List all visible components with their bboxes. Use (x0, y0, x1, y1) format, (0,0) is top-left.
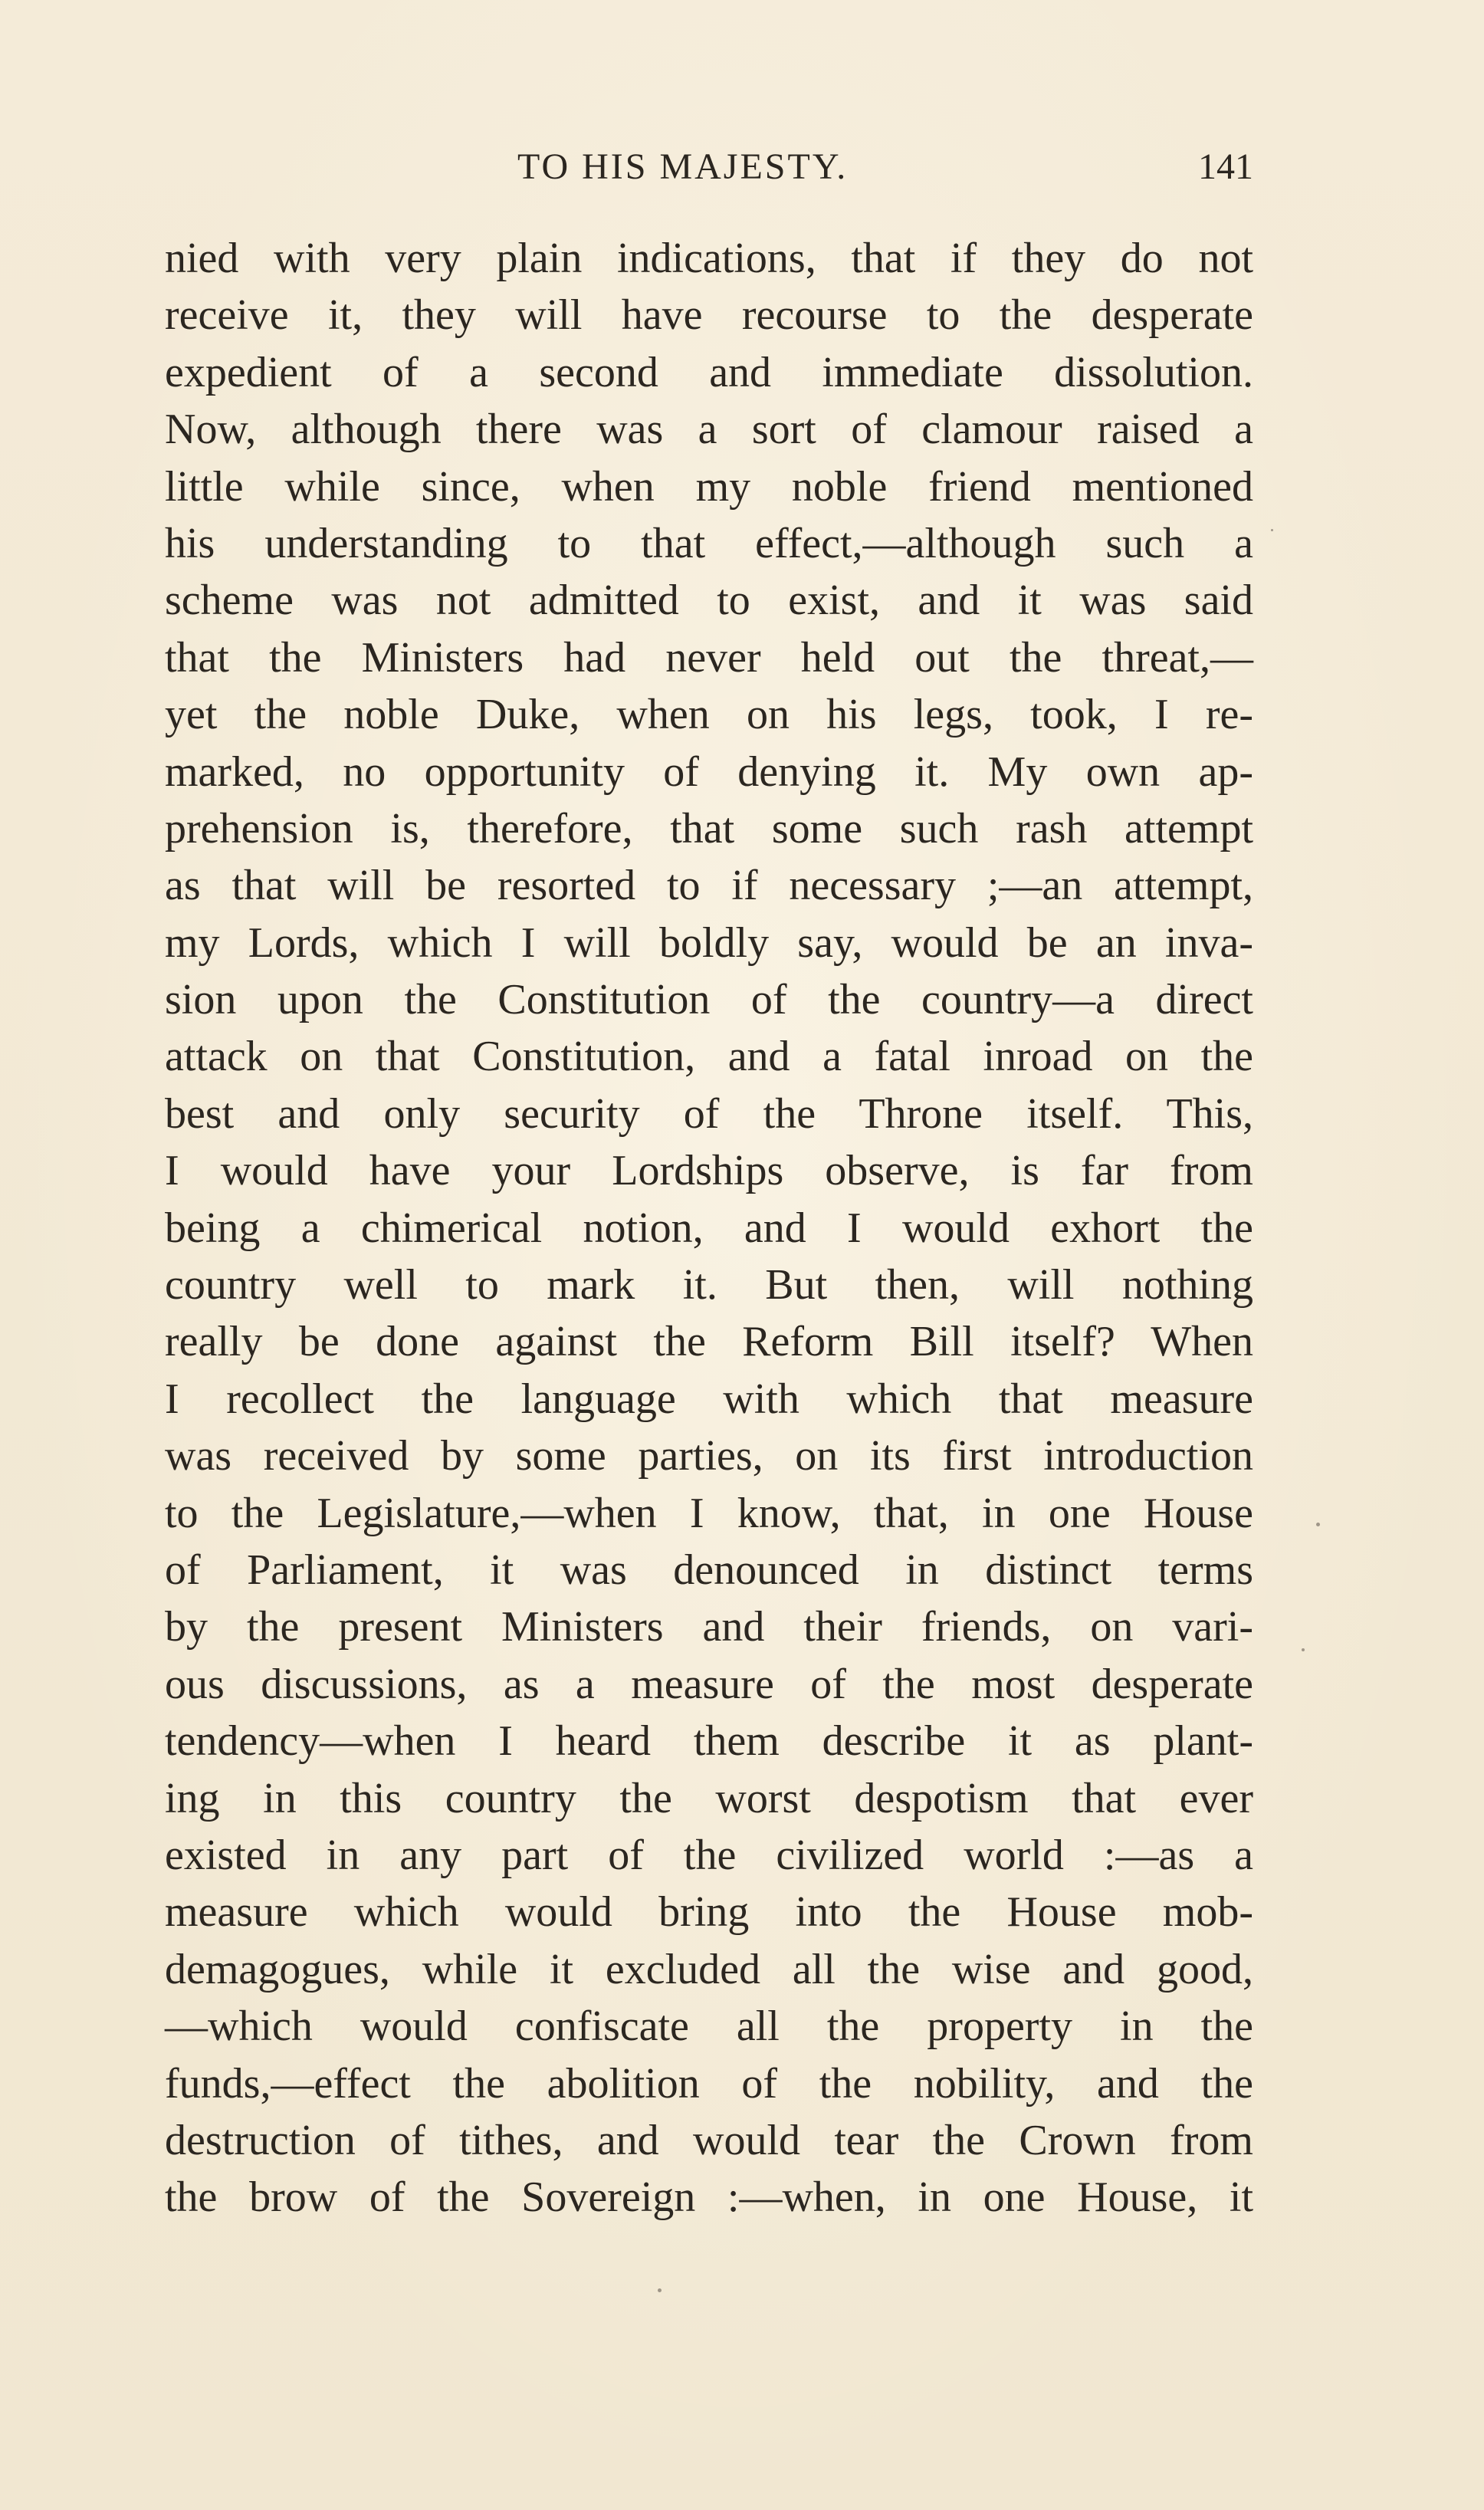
paper-speck (1316, 1523, 1320, 1526)
text-line: nied with very plain indications, that if they do not (165, 235, 1253, 282)
body-text (165, 230, 1253, 2226)
text-line: by the present Ministers and their friends, on vari- (165, 1603, 1253, 1651)
paper-speck (1271, 529, 1273, 531)
text-line: sion upon the Constitution of the country—a direct (165, 976, 1253, 1024)
text-line: tendency—when I heard them describe it as plant- (165, 1717, 1253, 1766)
text-line: measure which would bring into the House mob- (165, 1888, 1253, 1937)
text-line: yet the noble Duke, when on his legs, took, I re- (165, 691, 1253, 739)
text-line: really be done against the Reform Bill itself? When (165, 1318, 1253, 1366)
running-head: TO HIS MAJESTY. (517, 146, 849, 187)
paper-speck (1302, 1648, 1305, 1651)
text-line: marked, no opportunity of denying it. My own ap- (165, 747, 1253, 796)
text-line: scheme was not admitted to exist, and it was said (165, 577, 1253, 625)
text-line: country well to mark it. But then, will nothing (165, 1261, 1253, 1309)
text-line: demagogues, while it excluded all the wise and good, (165, 1945, 1253, 1993)
text-line: receive it, they will have recourse to the desperate (165, 291, 1253, 340)
text-line: his understanding to that effect,—although such a (165, 519, 1253, 567)
text-line: prehension is, therefore, that some such rash attempt (165, 804, 1253, 853)
text-line: attack on that Constitution, and a fatal inroad on the (165, 1033, 1253, 1081)
text-line: destruction of tithes, and would tear the Crown from (165, 2116, 1253, 2164)
page-number: 141 (1198, 146, 1253, 187)
text-line: best and only security of the Throne itself. This, (165, 1089, 1253, 1138)
text-line: ous discussions, as a measure of the most desperate (165, 1660, 1253, 1708)
text-line: existed in any part of the civilized world :—as a (165, 1831, 1253, 1879)
text-line: was received by some parties, on its first introduction (165, 1432, 1253, 1480)
paper-speck (658, 2288, 662, 2292)
text-line: of Parliament, it was denounced in distinct terms (165, 1546, 1253, 1594)
text-line: expedient of a second and immediate dissolution. (165, 348, 1253, 396)
text-line: Now, although there was a sort of clamour raised a (165, 406, 1253, 454)
text-line: little while since, when my noble friend mentioned (165, 462, 1253, 511)
text-line: that the Ministers had never held out the threat,— (165, 633, 1253, 682)
text-line: I would have your Lordships observe, is far from (165, 1147, 1253, 1195)
text-line: —which would confiscate all the property in the (165, 2002, 1253, 2051)
text-line: my Lords, which I will boldly say, would be an inva- (165, 918, 1253, 967)
text-line: I recollect the language with which that measure (165, 1375, 1253, 1423)
page-header (165, 146, 1253, 199)
text-line: the brow of the Sovereign :—when, in one House, it (165, 2173, 1253, 2222)
text-line: being a chimerical notion, and I would exhort the (165, 1204, 1253, 1252)
text-line: funds,—effect the abolition of the nobility, and the (165, 2059, 1253, 2108)
text-line: as that will be resorted to if necessary ;—an attempt, (165, 862, 1253, 910)
text-line: ing in this country the worst despotism that ever (165, 1774, 1253, 1822)
text-line: to the Legislature,—when I know, that, in one House (165, 1489, 1253, 1537)
